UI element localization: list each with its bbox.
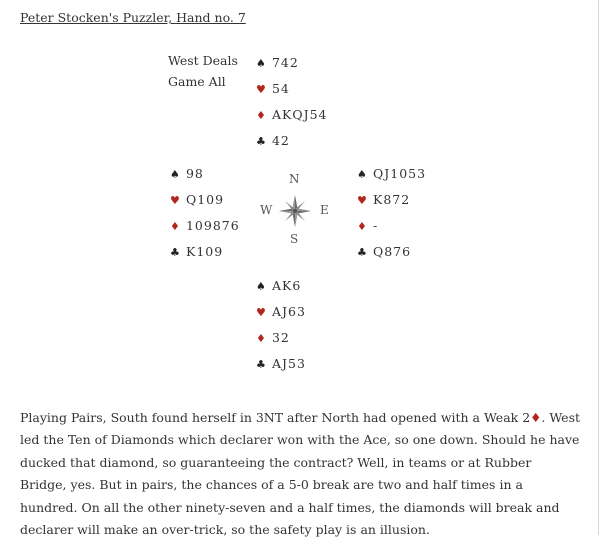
east-hearts-cards: K872 [372,192,411,207]
south-spades [256,273,306,299]
club-icon: ♣ [256,135,267,148]
west-diamonds-cards: 109876 [185,218,240,233]
north-spades-cards: 742 [271,55,299,70]
north-hearts [256,76,328,102]
north-diamonds-cards: AKQJ54 [271,107,328,122]
east-diamonds [357,213,426,239]
spade-icon: ♠ [256,57,267,70]
north-hand [256,50,328,154]
west-hearts [170,187,240,213]
page-title: Peter Stocken's Puzzler, Hand no. 7 [20,10,246,25]
diamond-icon: ♦ [357,220,368,233]
west-diamonds [170,213,240,239]
club-icon: ♣ [256,358,267,371]
club-icon: ♣ [170,246,181,259]
south-clubs [256,351,306,377]
spade-icon: ♠ [357,168,368,181]
south-hearts [256,299,306,325]
east-diamonds-cards: - [372,218,379,233]
heart-icon: ♥ [357,194,368,207]
diamond-icon: ♦ [530,409,542,425]
west-hand [170,161,240,265]
heart-icon: ♥ [170,194,181,207]
west-hearts-cards: Q109 [185,192,225,207]
west-clubs [170,239,240,265]
north-diamonds [256,102,328,128]
south-diamonds-cards: 32 [271,330,290,345]
east-spades-cards: QJ1053 [372,166,427,181]
west-spades-cards: 98 [185,166,204,181]
compass-south-label: S [290,232,299,246]
north-clubs [256,128,328,154]
compass-west-label: W [260,203,273,217]
north-spades [256,50,328,76]
east-spades [357,161,426,187]
diamond-icon: ♦ [170,220,181,233]
heart-icon: ♥ [256,306,267,319]
compass-east-label: E [320,203,329,217]
heart-icon: ♥ [256,83,267,96]
south-spades-cards: AK6 [271,278,302,293]
north-clubs-cards: 42 [271,133,290,148]
vulnerability-label: Game All [168,74,226,89]
paragraph-text-start: Playing Pairs, South found herself in 3NT after North had opened with a Weak 2 [20,409,531,425]
paragraph-text-end: . West led the Ten of Diamonds which declarer won with the Ace, so one down. Should he have ducked that diamond, so guaranteeing the contract? Well, in teams or at Rubber Bridge, yes. But in pairs, the chances of a 5-0 break are two and half times in a hundred. On all the other ninety-seven and a half times, the diamonds will break and declarer will make an over-trick, so the safety play is an illusion. [20,409,581,537]
south-hand [256,273,306,377]
club-icon: ♣ [357,246,368,259]
east-hearts [357,187,426,213]
north-hearts-cards: 54 [271,81,290,96]
deal-info [168,50,238,92]
article-paragraph [20,407,580,542]
south-diamonds [256,325,306,351]
compass-star-icon [278,194,312,228]
south-clubs-cards: AJ53 [271,356,306,371]
west-spades [170,161,240,187]
diamond-icon: ♦ [256,109,267,122]
south-hearts-cards: AJ63 [271,304,306,319]
spade-icon: ♠ [170,168,181,181]
east-clubs [357,239,426,265]
east-clubs-cards: Q876 [372,244,412,259]
east-hand [357,161,426,265]
spade-icon: ♠ [256,280,267,293]
compass-north-label: N [289,172,300,186]
diamond-icon: ♦ [256,332,267,345]
west-clubs-cards: K109 [185,244,224,259]
dealer-label: West Deals [168,53,238,68]
compass-rose [255,172,335,252]
